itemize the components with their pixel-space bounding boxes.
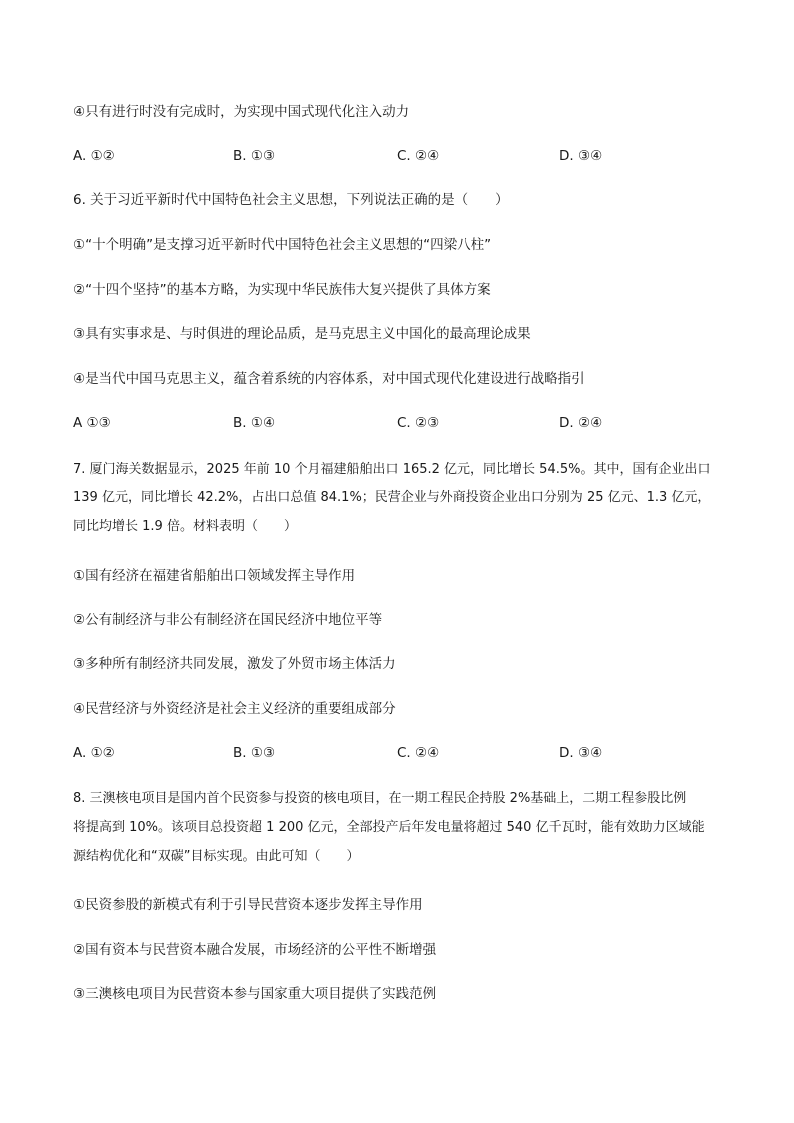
q6-item-3: ③具有实事求是、与时俱进的理论品质，是马克思主义中国化的最高理论成果 <box>73 326 531 342</box>
q6-item-4: ④是当代中国马克思主义，蕴含着系统的内容体系，对中国式现代化建设进行战略指引 <box>73 371 585 387</box>
q6-option-c: C. ②③ <box>397 415 440 431</box>
q6-option-d: D. ②④ <box>559 415 603 431</box>
q5-option-a: A. ①② <box>73 148 115 164</box>
q8-stem-line-1: 8. 三澳核电项目是国内首个民资参与投资的核电项目，在一期工程民企持股 2%基础上，二期工程参股比例 <box>73 791 687 806</box>
q7-stem-line-2: 139 亿元，同比增长 42.2%，占出口总值 84.1%；民营企业与外商投资企业出口分别为 25 亿元、1.3 亿元， <box>73 490 711 505</box>
q6-option-a: A ①③ <box>73 415 111 431</box>
q8-stem-line-2: 将提高到 10%。该项目总投资超 1 200 亿元，全部投产后年发电量将超过 540 亿千瓦时，能有效助力区域能 <box>73 820 705 835</box>
q5-item-4: ④只有进行时没有完成时，为实现中国式现代化注入动力 <box>73 104 410 120</box>
q8-item-1: ①民资参股的新模式有利于引导民营资本逐步发挥主导作用 <box>73 897 423 913</box>
q5-option-b: B. ①③ <box>233 148 276 164</box>
q6-options <box>73 413 733 433</box>
q7-item-2: ②公有制经济与非公有制经济在国民经济中地位平等 <box>73 612 383 628</box>
q5-options <box>73 146 733 166</box>
q5-option-d: D. ③④ <box>559 148 603 164</box>
q8-item-3: ③三澳核电项目为民营资本参与国家重大项目提供了实践范例 <box>73 986 437 1002</box>
q6-item-1: ①“十个明确”是支撑习近平新时代中国特色社会主义思想的“四梁八柱” <box>73 237 492 253</box>
q7-option-d: D. ③④ <box>559 745 603 761</box>
q7-item-4: ④民营经济与外资经济是社会主义经济的重要组成部分 <box>73 701 396 717</box>
q7-options <box>73 743 733 763</box>
q8-stem-line-3: 源结构优化和“双碳”目标实现。由此可知（ ） <box>73 849 360 864</box>
q5-option-c: C. ②④ <box>397 148 440 164</box>
q7-item-1: ①国有经济在福建省船舶出口领域发挥主导作用 <box>73 568 356 584</box>
q8-item-2: ②国有资本与民营资本融合发展，市场经济的公平性不断增强 <box>73 942 437 958</box>
q7-option-a: A. ①② <box>73 745 115 761</box>
q6-stem: 6. 关于习近平新时代中国特色社会主义思想，下列说法正确的是（ ） <box>73 192 509 208</box>
q7-stem-line-3: 同比均增长 1.9 倍。材料表明（ ） <box>73 519 297 534</box>
q6-option-b: B. ①④ <box>233 415 276 431</box>
q7-stem-line-1: 7. 厦门海关数据显示，2025 年前 10 个月福建船舶出口 165.2 亿元，同比增长 54.5%。其中，国有企业出口 <box>73 462 711 477</box>
q7-option-c: C. ②④ <box>397 745 440 761</box>
q7-option-b: B. ①③ <box>233 745 276 761</box>
q7-item-3: ③多种所有制经济共同发展，激发了外贸市场主体活力 <box>73 656 396 672</box>
q6-item-2: ②“十四个坚持”的基本方略，为实现中华民族伟大复兴提供了具体方案 <box>73 282 491 298</box>
